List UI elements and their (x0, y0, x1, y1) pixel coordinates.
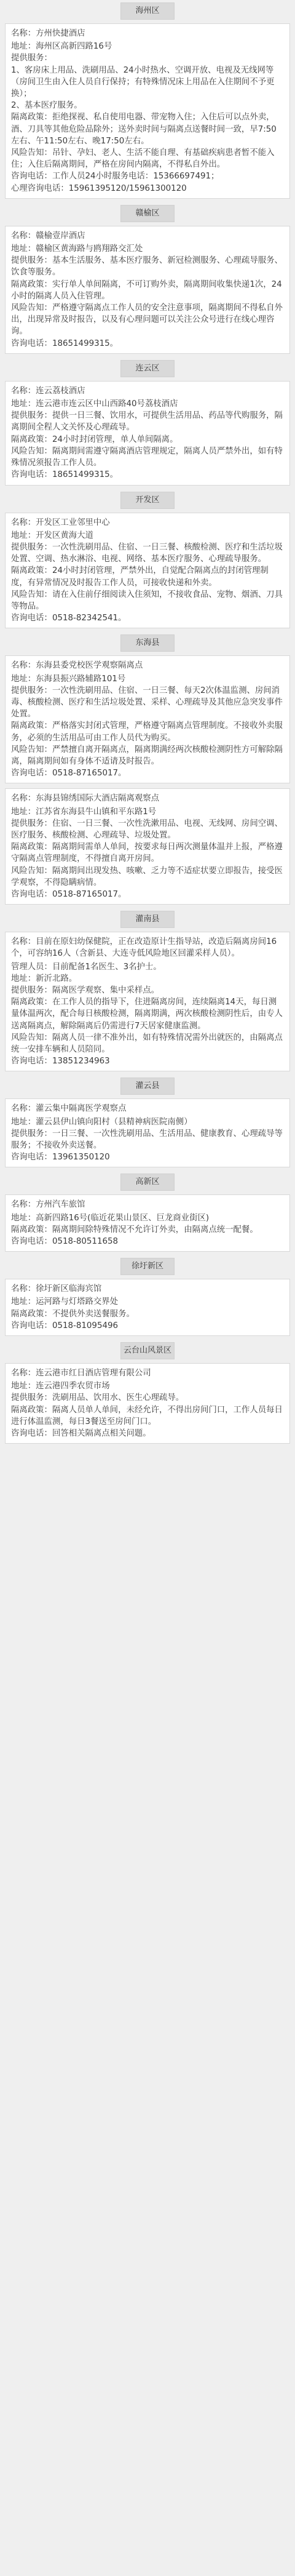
region-badge: 灌云县 (120, 1078, 175, 1095)
card-name: 名称：东海县委党校医学观察隔离点 (11, 661, 143, 671)
card-line: 风险告知：隔离人员一律不准外出，如有特殊情况需外出就医的，由隔离点统一安排车辆和人员陪同。 (11, 1033, 283, 1055)
region-section-lianyun (5, 360, 290, 486)
card-line: 地址：东海县振兴路辅路101号 (11, 674, 126, 684)
card-line: 隔离政策：不提供外卖送餐服务。 (11, 1309, 135, 1319)
card-line: 隔离政策：24小时封闭管理，严禁外出，自觉配合隔离点的封闭管理制度，有异常情况及时报告工作人员，可接收快递和外卖。 (11, 566, 269, 588)
region-badge: 开发区 (120, 492, 175, 509)
card-line: 提供服务：基本生活服务、基本医疗服务、新冠检测服务、心理疏导服务、饮食等服务。 (11, 256, 283, 278)
card-line: 隔离政策：隔离期间除特殊情况不允许订外卖，由隔离点统一配餐。 (11, 1225, 258, 1234)
region-badge: 灌南县 (120, 911, 175, 928)
region-badge: 高新区 (120, 1174, 175, 1191)
quarantine-card (5, 1279, 290, 1336)
card-line: 地址：连云港市连云区中山西路40号荔枝酒店 (11, 399, 178, 409)
region-section-kaifa (5, 492, 290, 629)
card-line: 地址：高新四路16号(临近花果山景区、巨龙商业街区) (11, 1213, 210, 1223)
card-line: 风险告知：隔离期间出现发热、咳嗽、乏力等不适症状要立即报告，接受医学观察，不得隐瞒病情。 (11, 866, 283, 887)
card-line: 咨询电话：0518-87165017。 (11, 769, 127, 778)
quarantine-card (5, 381, 290, 486)
card-line: 隔离政策：严格落实封闭式管理，严格遵守隔离点管理制度。不接收外卖服务，必须的生活用品可由工作人员代为购买。 (11, 721, 283, 743)
region-badge: 赣榆区 (120, 205, 175, 222)
region-section-guanyun (5, 1078, 290, 1167)
card-line: 提供服务： (11, 54, 52, 63)
card-line: 隔离政策：在工作人员的指导下，住进隔离房间，连续隔离14天，每日测量体温两次，配合每日核酸检测，隔离期满，两次核酸检测阴性后，由专人送离隔离点，解除隔离后仍需进行7天居家健康监测。 (11, 998, 283, 1031)
card-name: 名称：连云港市红日酒店管理有限公司 (11, 1369, 151, 1378)
card-line: 地址：新沂北路。 (11, 974, 77, 983)
region-section-gaoxin (5, 1174, 290, 1252)
card-line: 咨询电话：0518-81095496 (11, 1321, 119, 1330)
card-name: 名称：方州快捷酒店 (11, 29, 85, 38)
card-line: 咨询电话：13851234963 (11, 1057, 110, 1066)
quarantine-card (5, 932, 290, 1071)
quarantine-card (5, 226, 290, 354)
card-line: 提供服务：一次性洗刷用品、住宿、一日三餐、核酸检测、医疗和生活垃圾处置、空调、热水淋浴、电视、网络、基本医疗服务、心理疏导服务。 (11, 542, 283, 564)
card-line: 地址：赣榆区黄海路与鸥翔路交汇处 (11, 244, 143, 254)
quarantine-card (5, 1363, 290, 1444)
card-line: 地址：运河路与灯塔路交界处 (11, 1297, 119, 1307)
card-line: 咨询电话：回答相关隔离点相关问题。 (11, 1429, 151, 1439)
card-line: 隔离政策：隔离人员单人单间，未经允许，不得出房间门口，工作人员每日进行体温监测，每日3餐送至房间门口。 (11, 1405, 283, 1426)
region-badge: 东海县 (120, 634, 175, 652)
card-line: 风险告知：隔离期间需遵守隔离酒店管理规定，隔离人员严禁外出，如有特殊情况须报告工作人员。 (11, 446, 283, 468)
card-line: 咨询电话：18651499315。 (11, 338, 119, 348)
card-line: 咨询电话：18651499315。 (11, 470, 119, 480)
region-section-ganyu (5, 205, 290, 354)
card-line: 隔离政策：隔离期间需单人单间，按要求每日两次测量体温并上报，严格遵守隔离点管理制度，不得擅自离开房间。 (11, 842, 283, 864)
region-badge: 连云区 (120, 360, 175, 377)
card-name: 名称：赣榆壹岸酒店 (11, 231, 85, 241)
region-badge: 海州区 (120, 2, 175, 20)
region-section-guannan (5, 911, 290, 1071)
card-name: 名称：东海县锦绣国际大酒店隔离观察点 (11, 794, 160, 804)
quarantine-card (5, 655, 290, 783)
card-line: 心理咨询电话：15961395120/15961300120 (11, 183, 187, 193)
card-line: 地址：江苏省东海县牛山镇和平东路1号 (11, 807, 157, 817)
card-name: 名称：连云荔枝酒店 (11, 386, 85, 396)
card-name: 名称：开发区工业邻里中心 (11, 518, 110, 527)
card-line: 风险告知：严格遵守隔离点工作人员的安全注意事项，隔离期间不得私自外出，出现异常及时报告，以及有心理问题可以关注公众号进行在线心理咨询。 (11, 303, 283, 337)
card-line: 提供服务：洗刷用品、饮用水、医生心理疏导。 (11, 1393, 184, 1403)
card-line: 提供服务：提供一日三餐、饮用水，可提供生活用品、药品等代购服务，隔离期间全程人文关怀及心理疏导。 (11, 411, 283, 433)
page-content (0, 2, 295, 1444)
card-line: 地址：海州区高新四路16号 (11, 42, 112, 52)
card-line: 隔离政策：实行单人单间隔离，不可订购外卖，隔离期间收集快递1次，24小时的隔离人员入住管理。 (11, 279, 282, 301)
region-section-donghai (5, 634, 290, 905)
card-line: 咨询电话：0518-82342541。 (11, 614, 127, 623)
card-name: 名称：方州汽车旅馆 (11, 1200, 85, 1210)
card-line: 提供服务：一次性洗刷用品、住宿、一日三餐、每天2次体温监测、房间消毒、核酸检测、医疗和生活垃圾处置、采样、心理疏导及其他应急突发事件处置。 (11, 686, 283, 719)
quarantine-card (5, 1098, 290, 1167)
quarantine-card (5, 1194, 290, 1252)
card-line: 咨询电话：0518-87165017。 (11, 889, 127, 899)
card-name: 名称：徐圩新区临海宾馆 (11, 1284, 102, 1294)
region-section-xuwei (5, 1258, 290, 1336)
card-line: 提供服务：住宿、一日三餐、一次性洗漱用品、电视、无线网、房间空调、医疗服务、核酸检测、心理疏导、垃圾处置。 (11, 818, 283, 840)
card-line: 提供服务：一日三餐、一次性洗刷用品、生活用品、健康教育、心理疏导等服务；不接收外卖送餐。 (11, 1129, 283, 1151)
card-line: 隔离政策：拒绝探视、私自使用电器、带宠物入住；入住后可以点外卖，酒、刀具等其他危险品除外；送外卖时间与隔离点送餐时间一致，早7:50左右、午11:50左右、晚17:50左右。 (11, 113, 277, 146)
quarantine-card (5, 788, 290, 905)
region-section-haizhou (5, 2, 290, 199)
region-badge: 云台山风景区 (120, 1342, 175, 1359)
card-line: 咨询电话：13961350120 (11, 1153, 110, 1162)
card-line: 风险告知：吊针、孕妇、老人、生活不能自理、有基础疾病患者暂不能入住；入住后隔离期间，严格在房间内隔离，不得私自外出。 (11, 148, 275, 170)
card-line: 风险告知：请在入住前仔细阅读入住须知，不接收食品、宠物、烟酒、刀具等物品。 (11, 590, 283, 611)
card-name: 名称：目前在原妇幼保健院，正在改造原计生指导站，改造后隔离房间16个，可容纳16人（含新县、大连寺低风险地区回灌采样人员）。 (11, 937, 277, 959)
card-line: 地址：开发区黄海大道 (11, 530, 93, 540)
card-line: 风险告知：严禁擅自离开隔离点，隔离期满经两次核酸检测阴性方可解除隔离，隔离期间如有身体不适请及时报告。 (11, 745, 283, 766)
region-badge: 徐圩新区 (120, 1258, 175, 1275)
card-line: 地址：连云港四季农贸市场 (11, 1382, 110, 1391)
card-line: 2、基本医疗服务。 (11, 101, 82, 111)
region-section-yuntaishan (5, 1342, 290, 1444)
quarantine-card (5, 513, 290, 629)
card-line: 隔离政策：24小时封闭管理，单人单间隔离。 (11, 434, 178, 444)
card-line: 管理人员：目前配备1名医生、3名护士。 (11, 962, 162, 972)
card-line: 咨询电话：工作人员24小时服务电话：15366697491； (11, 172, 219, 182)
quarantine-card (5, 23, 290, 199)
card-name: 名称：灌云集中隔离医学观察点 (11, 1104, 127, 1114)
card-line: 地址：灌云县伊山镇向阳村（县精神病医院南侧） (11, 1117, 192, 1127)
card-line: 提供服务：隔离医学观察、集中采样点。 (11, 986, 160, 995)
card-line: 咨询电话：0518-80511658 (11, 1237, 119, 1247)
card-line: 1、客房床上用品、洗刷用品、24小时热水、空调开放、电视及无线网等（房间卫生由入住人员自行保持；有特殊情况床上用品在入住期间不予更换）； (11, 65, 275, 99)
